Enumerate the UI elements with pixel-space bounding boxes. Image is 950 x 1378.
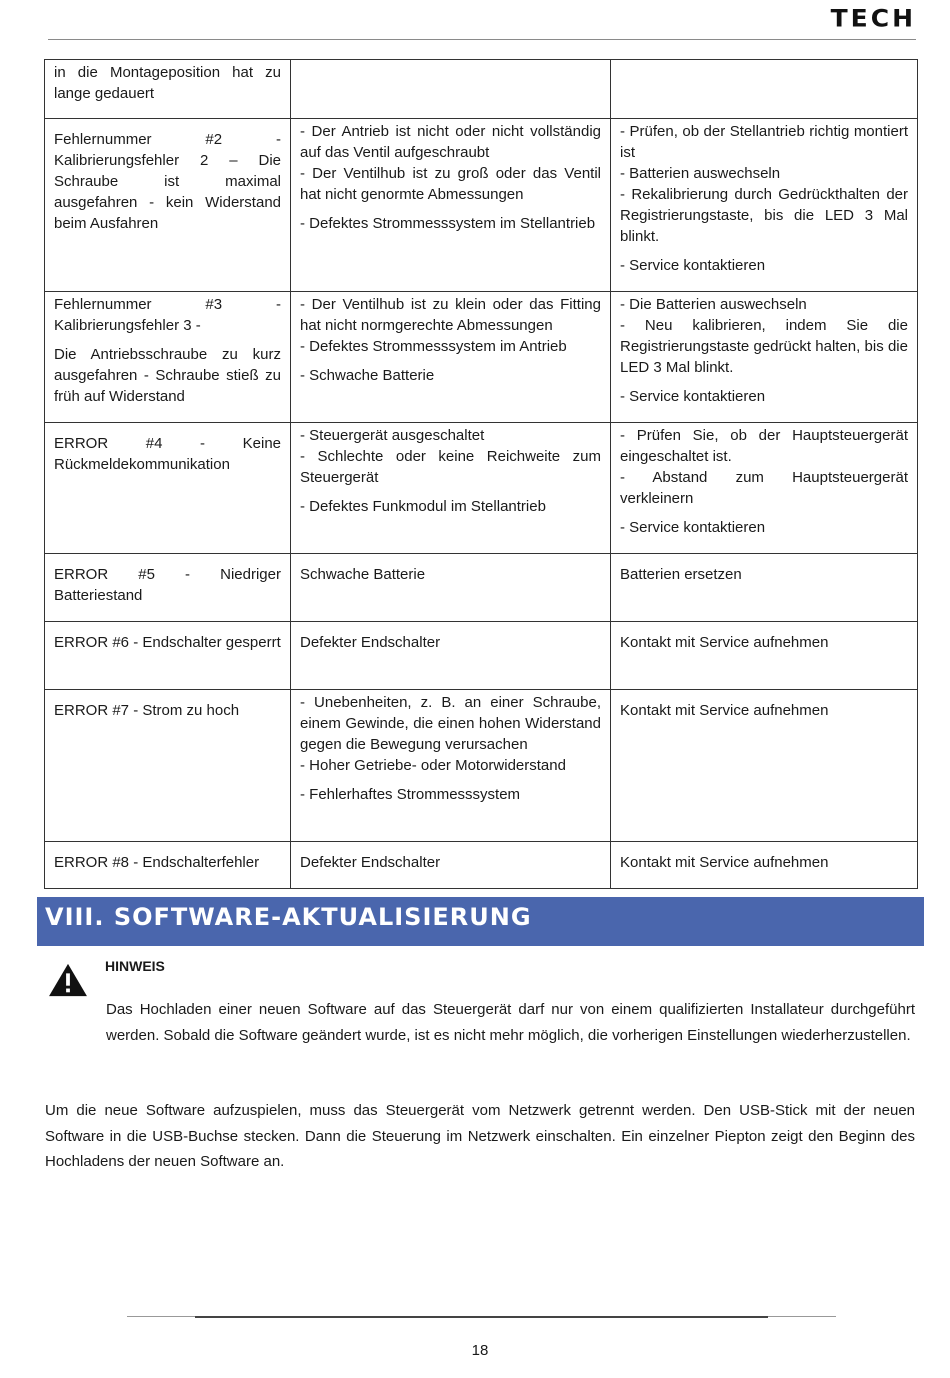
table-cell: [611, 423, 918, 554]
cell-paragraph: - Fehlerhaftes Strommesssystem: [300, 786, 521, 803]
cell-paragraph: - Der Antrieb ist nicht oder nicht vollständig auf das Ventil aufgeschraubt - Der Ventilhub ist zu groß oder das Ventil hat nicht genormte Abmessungen: [300, 123, 601, 203]
table-row: [45, 690, 918, 842]
table-cell: [291, 423, 611, 554]
table-cell: [45, 690, 291, 842]
cell-paragraph: in die Montageposition hat zu lange gedauert: [54, 64, 281, 102]
table-cell: [291, 119, 611, 292]
note-title: HINWEIS: [105, 958, 165, 974]
error-table: [44, 59, 918, 889]
section-heading: VIII. SOFTWARE-AKTUALISIERUNG: [37, 897, 924, 946]
body-paragraph: Um die neue Software aufzuspielen, muss das Steuergerät vom Netzwerk getrennt werden. Den USB-Stick mit der neuen Software in die USB-Buchse stecken. Dann die Steuerung im Netzwerk einschalten. Ein einzelner Piepton zeigt den Beginn des Hochladens der neuen Software an.: [45, 1102, 915, 1170]
cell-paragraph: Kontakt mit Service aufnehmen: [620, 702, 829, 719]
cell-paragraph: Schwache Batterie: [300, 566, 426, 583]
table-row: [45, 842, 918, 889]
cell-paragraph: Defekter Endschalter: [300, 854, 441, 871]
table-cell: [291, 690, 611, 842]
cell-paragraph: Fehlernummer #2 - Kalibrierungsfehler 2 – Die Schraube ist maximal ausgefahren - kein Widerstand beim Ausfahren: [54, 131, 281, 232]
table-cell: [291, 622, 611, 690]
cell-paragraph: - Der Ventilhub ist zu klein oder das Fitting hat nicht normgerechte Abmessungen - Defektes Strommesssystem im Antrieb: [300, 296, 601, 355]
warning-icon: [46, 962, 90, 998]
cell-paragraph: - Steuergerät ausgeschaltet - Schlechte oder keine Reichweite zum Steuergerät: [300, 427, 601, 486]
table-cell: [611, 292, 918, 423]
table-row: [45, 622, 918, 690]
cell-paragraph: - Die Batterien auswechseln - Neu kalibrieren, indem Sie die Registrierungstaste gedrückt halten, bis die LED 3 Mal blinkt.: [620, 296, 908, 376]
cell-paragraph: ERROR #5 - Niedriger Batteriestand: [54, 566, 281, 604]
note-text: Das Hochladen einer neuen Software auf das Steuergerät darf nur von einem qualifizierten Installateur durchgeführt werden. Sobald die Software geändert wurde, ist es nicht mehr möglich, die vorherigen Einstellungen wiederherzustellen.: [106, 1001, 915, 1044]
cell-paragraph: Fehlernummer #3 - Kalibrierungsfehler 3 -: [54, 296, 281, 334]
table-cell: [45, 622, 291, 690]
cell-paragraph: Batterien ersetzen: [620, 566, 742, 583]
page-number: 18: [471, 1342, 489, 1359]
cell-paragraph: ERROR #6 - Endschalter gesperrt: [54, 634, 281, 651]
cell-paragraph: ERROR #8 - Endschalterfehler: [54, 854, 260, 871]
cell-paragraph: Defekter Endschalter: [300, 634, 441, 651]
table-cell: [45, 554, 291, 622]
table-cell: [611, 622, 918, 690]
cell-paragraph: - Service kontaktieren: [620, 388, 766, 405]
table-row: [45, 60, 918, 119]
table-cell: [291, 842, 611, 889]
cell-paragraph: - Service kontaktieren: [620, 257, 766, 274]
table-cell: [45, 423, 291, 554]
cell-paragraph: Kontakt mit Service aufnehmen: [620, 854, 829, 871]
cell-paragraph: - Service kontaktieren: [620, 519, 766, 536]
table-cell: [45, 119, 291, 292]
table-cell: [291, 554, 611, 622]
table-cell: [611, 690, 918, 842]
cell-paragraph: Kontakt mit Service aufnehmen: [620, 634, 829, 651]
table-cell: [611, 60, 918, 119]
table-cell: [291, 292, 611, 423]
cell-paragraph: - Prüfen, ob der Stellantrieb richtig montiert ist - Batterien auswechseln - Rekalibrierung durch Gedrückthalten der Registrierungstaste, bis die LED 3 Mal blinkt.: [620, 123, 908, 245]
cell-paragraph: ERROR #7 - Strom zu hoch: [54, 702, 240, 719]
cell-paragraph: - Unebenheiten, z. B. an einer Schraube, einem Gewinde, die einen hohen Widerstand gegen die Bewegung verursachen - Hoher Getriebe- oder Motorwiderstand: [300, 694, 601, 774]
brand-logo: TECH: [830, 4, 916, 33]
table-row: [45, 554, 918, 622]
cell-paragraph: - Defektes Funkmodul im Stellantrieb: [300, 498, 546, 515]
cell-paragraph: Die Antriebsschraube zu kurz ausgefahren - Schraube stieß zu früh auf Widerstand: [54, 346, 281, 405]
table-row: [45, 423, 918, 554]
table-row: [45, 292, 918, 423]
footer-divider-accent: [195, 1316, 768, 1318]
table-cell: [611, 119, 918, 292]
table-cell: [611, 842, 918, 889]
cell-paragraph: - Defektes Strommesssystem im Stellantrieb: [300, 215, 596, 232]
cell-paragraph: - Prüfen Sie, ob der Hauptsteuergerät eingeschaltet ist. - Abstand zum Hauptsteuergerät verkleinern: [620, 427, 908, 507]
table-cell: [45, 292, 291, 423]
cell-paragraph: - Schwache Batterie: [300, 367, 435, 384]
table-cell: [45, 842, 291, 889]
header-divider: [48, 39, 916, 40]
cell-paragraph: ERROR #4 - Keine Rückmeldekommunikation: [54, 435, 281, 473]
table-cell: [45, 60, 291, 119]
table-cell: [611, 554, 918, 622]
table-cell: [291, 60, 611, 119]
table-row: [45, 119, 918, 292]
